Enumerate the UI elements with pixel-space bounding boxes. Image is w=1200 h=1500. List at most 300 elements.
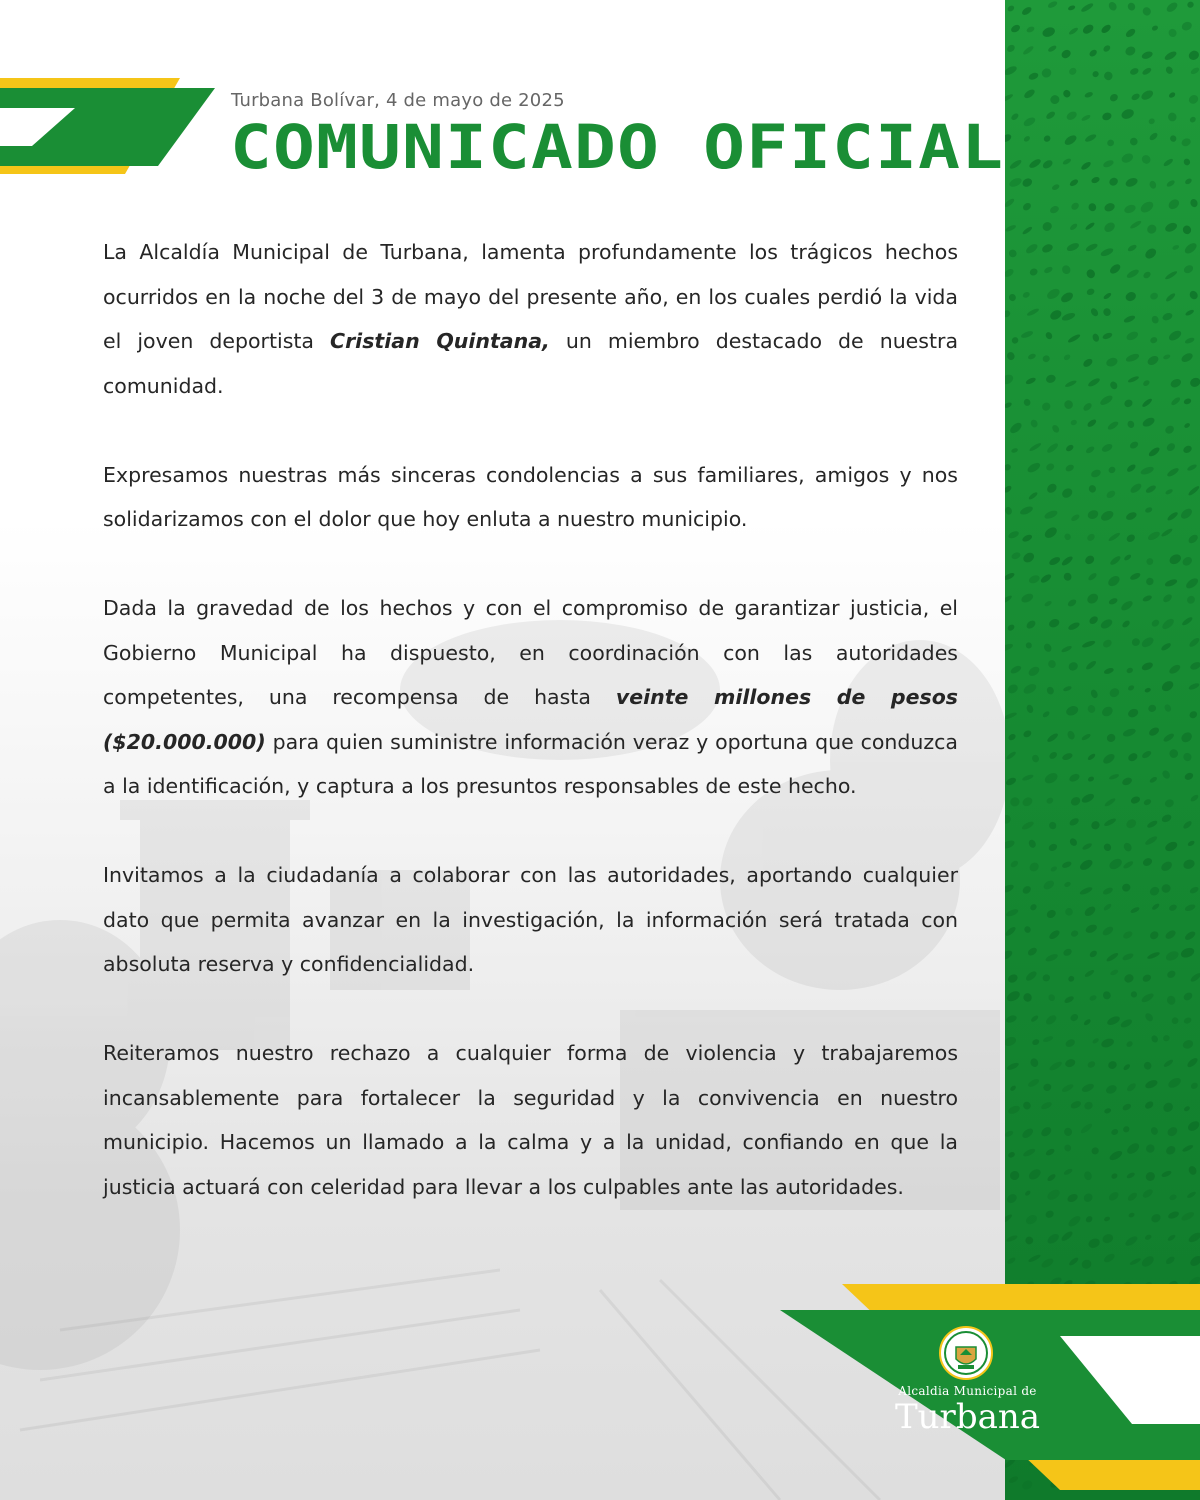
band-dot xyxy=(1108,597,1118,606)
statement-body xyxy=(103,230,958,1254)
band-dot xyxy=(1046,1188,1062,1202)
band-dot xyxy=(1101,442,1114,453)
band-dot xyxy=(1010,859,1020,868)
band-dot xyxy=(1103,70,1114,82)
band-dot xyxy=(1145,576,1155,586)
band-dot xyxy=(1065,704,1080,717)
band-dot xyxy=(1160,527,1173,537)
band-dot xyxy=(1062,89,1072,99)
band-dot xyxy=(1028,158,1042,170)
band-dot xyxy=(1126,1082,1137,1093)
band-dot xyxy=(1068,1256,1080,1266)
band-dot xyxy=(1041,159,1054,171)
band-dot xyxy=(1028,491,1039,501)
band-dot xyxy=(1022,992,1034,1004)
band-dot xyxy=(1022,201,1033,211)
band-dot xyxy=(1141,1188,1154,1200)
band-dot xyxy=(1128,136,1139,147)
band-dot xyxy=(1006,351,1016,362)
page-title: COMUNICADO OFICIAL xyxy=(230,112,1005,183)
band-dot xyxy=(1069,1013,1079,1023)
band-dot xyxy=(1027,1078,1040,1089)
band-dot xyxy=(1103,202,1116,213)
band-dot xyxy=(1007,973,1019,985)
band-dot xyxy=(1087,572,1098,582)
band-dot xyxy=(1125,352,1140,363)
band-dot xyxy=(1007,4,1016,12)
band-dot xyxy=(1168,663,1182,675)
band-dot xyxy=(1179,507,1194,521)
band-dot xyxy=(1063,1127,1073,1137)
band-dot xyxy=(1021,6,1033,17)
band-dot xyxy=(1086,418,1097,428)
band-dot xyxy=(1051,183,1060,191)
band-dot xyxy=(1165,292,1176,303)
band-dot xyxy=(1066,241,1080,252)
band-dot xyxy=(1144,1079,1158,1090)
band-dot xyxy=(1084,91,1094,99)
band-dot xyxy=(1065,110,1078,122)
band-dot xyxy=(1045,908,1057,919)
band-dot xyxy=(1102,332,1113,341)
band-dot xyxy=(1185,594,1196,605)
band-dot xyxy=(1084,554,1096,566)
band-dot xyxy=(1160,642,1172,652)
band-dot xyxy=(1142,1060,1152,1071)
band-dot xyxy=(1029,442,1043,452)
band-dot xyxy=(1163,353,1172,360)
band-dot xyxy=(1182,1039,1195,1050)
band-dot xyxy=(1130,906,1141,914)
band-dot xyxy=(1005,64,1018,76)
band-dot xyxy=(1046,1232,1061,1245)
band-dot xyxy=(1080,1258,1092,1270)
band-dot xyxy=(1182,264,1194,275)
band-dot xyxy=(1127,244,1138,253)
band-dot xyxy=(1011,336,1020,345)
band-dot xyxy=(1042,1083,1052,1092)
band-dot xyxy=(1101,925,1115,937)
band-dot xyxy=(1127,707,1140,719)
band-dot xyxy=(1141,750,1152,760)
band-dot xyxy=(1189,116,1197,124)
band-dot xyxy=(1027,353,1036,361)
band-dot xyxy=(1099,509,1115,523)
band-dot xyxy=(1168,91,1176,99)
band-dot xyxy=(1091,333,1100,343)
band-dot xyxy=(1164,929,1177,941)
band-dot xyxy=(1179,946,1195,959)
band-dot xyxy=(1008,421,1023,435)
band-dot xyxy=(1102,44,1111,53)
band-dot xyxy=(1108,176,1119,187)
band-dot xyxy=(1121,882,1132,892)
band-dot xyxy=(1160,860,1174,873)
band-dot xyxy=(1005,1130,1014,1138)
band-dot xyxy=(1186,1056,1199,1068)
band-dot xyxy=(1081,733,1092,742)
band-dot xyxy=(1184,337,1195,345)
paragraph-3-end: para quien suministre información veraz y oportuna que conduzca a la identificación, y captura a los presuntos responsables de este hecho. xyxy=(103,729,958,798)
band-dot xyxy=(1059,290,1074,304)
band-dot xyxy=(1108,262,1122,275)
band-dot xyxy=(1005,1192,1018,1205)
band-dot xyxy=(1087,1060,1097,1069)
band-dot xyxy=(1126,268,1140,280)
band-dot xyxy=(1182,751,1193,762)
band-dot xyxy=(1070,513,1080,522)
band-dot xyxy=(1141,66,1152,76)
band-dot xyxy=(1011,447,1019,453)
paragraph-3-start: Dada la gravedad de los hechos y con el compromiso de garantizar justicia, el Gobierno Municipal ha dispuesto, en coordinación con las autoridades competentes, una recompensa de hasta xyxy=(103,596,958,709)
band-dot xyxy=(1149,336,1158,344)
band-dot xyxy=(1183,1105,1191,1112)
band-dot xyxy=(1110,1172,1118,1179)
band-dot xyxy=(1063,133,1078,146)
band-dot xyxy=(1042,879,1056,891)
band-dot xyxy=(1188,636,1200,648)
band-dot xyxy=(1189,198,1199,208)
band-dot xyxy=(1021,177,1034,189)
band-dot xyxy=(1081,842,1092,851)
band-dot xyxy=(1046,442,1060,454)
band-dot xyxy=(1085,242,1099,252)
band-dot xyxy=(1143,246,1158,260)
band-dot xyxy=(1047,843,1058,853)
band-dot xyxy=(1107,1190,1120,1202)
band-dot xyxy=(1048,751,1058,761)
band-dot xyxy=(1123,314,1136,324)
band-dot xyxy=(1086,532,1096,542)
band-dot xyxy=(1028,1253,1042,1263)
band-dot xyxy=(1170,396,1181,406)
band-dot xyxy=(1060,486,1074,499)
band-dot xyxy=(1085,592,1099,606)
band-dot xyxy=(1045,110,1056,120)
band-dot xyxy=(1007,1151,1015,1159)
band-dot xyxy=(1103,667,1114,675)
band-dot xyxy=(1101,111,1112,121)
band-dot xyxy=(1005,908,1019,918)
band-dot xyxy=(1188,289,1199,301)
band-dot xyxy=(1141,397,1153,408)
band-dot xyxy=(1087,753,1096,762)
band-dot xyxy=(1064,463,1075,472)
band-dot xyxy=(1083,1018,1092,1026)
band-dot xyxy=(1123,973,1135,984)
band-dot xyxy=(1147,446,1160,458)
band-dot xyxy=(1160,679,1175,693)
band-dot xyxy=(1186,463,1197,472)
band-dot xyxy=(1144,687,1151,693)
band-dot xyxy=(1005,594,1013,604)
band-dot xyxy=(1063,995,1074,1004)
band-dot xyxy=(1005,93,1014,103)
band-dot xyxy=(1005,133,1013,144)
band-dot xyxy=(1043,134,1052,143)
band-dot xyxy=(1047,659,1057,670)
band-dot xyxy=(1125,330,1139,342)
band-dot xyxy=(1021,820,1035,831)
band-dot xyxy=(1085,1215,1094,1224)
band-dot xyxy=(1006,683,1019,695)
band-dot xyxy=(1061,1083,1075,1094)
band-dot xyxy=(1140,89,1155,102)
band-dot xyxy=(1126,1172,1136,1180)
band-dot xyxy=(1181,616,1193,627)
band-dot xyxy=(1122,860,1134,870)
band-dot xyxy=(1005,401,1013,409)
band-dot xyxy=(1169,1193,1178,1201)
band-dot xyxy=(1084,221,1095,230)
band-dot xyxy=(1165,442,1176,453)
band-dot xyxy=(1025,242,1040,255)
band-dot xyxy=(1107,1,1118,12)
band-dot xyxy=(1005,572,1015,582)
band-dot xyxy=(1005,1014,1018,1024)
paragraph-1-start: La Alcaldía Municipal de Turbana, lamenta profundamente los trágicos hechos ocurridos en la noche del 3 de mayo del presente año, en los cuales perdió la vida el joven deportista xyxy=(103,240,958,353)
band-dot xyxy=(1128,1212,1135,1218)
band-dot xyxy=(1150,618,1160,628)
band-dot xyxy=(1005,224,1017,233)
band-dot xyxy=(1005,485,1013,494)
band-dot xyxy=(1022,1100,1033,1111)
band-dot xyxy=(1182,444,1193,454)
band-dot xyxy=(1190,794,1200,803)
band-dot xyxy=(1061,752,1073,762)
band-dot xyxy=(1130,92,1140,101)
band-dot xyxy=(1167,27,1178,38)
band-dot xyxy=(1162,1101,1175,1114)
band-dot xyxy=(1042,354,1051,363)
band-dot xyxy=(1124,176,1139,188)
band-dot xyxy=(1100,247,1115,258)
band-dot xyxy=(1086,509,1099,521)
band-dot xyxy=(1020,592,1035,604)
band-dot xyxy=(1184,903,1196,912)
band-dot xyxy=(1180,351,1194,363)
band-dot xyxy=(1007,623,1016,632)
band-dot xyxy=(1060,1230,1074,1243)
band-dot xyxy=(1120,152,1134,165)
band-dot xyxy=(1170,1016,1179,1025)
band-dot xyxy=(1043,771,1059,785)
band-dot xyxy=(1040,1257,1055,1270)
band-dot xyxy=(1124,1235,1139,1248)
band-dot xyxy=(1183,241,1199,256)
band-dot xyxy=(1183,158,1192,167)
band-dot xyxy=(1084,969,1095,978)
paragraph-1 xyxy=(103,230,958,408)
band-dot xyxy=(1183,398,1192,406)
band-dot xyxy=(1143,798,1152,806)
band-dot xyxy=(1187,840,1195,847)
band-dot xyxy=(1165,65,1175,75)
band-dot xyxy=(1019,505,1034,516)
band-dot xyxy=(1126,1,1136,12)
band-dot xyxy=(1046,797,1055,805)
band-dot xyxy=(1126,667,1134,674)
band-dot xyxy=(1069,222,1078,231)
band-dot xyxy=(1180,137,1192,148)
band-dot xyxy=(1186,1119,1200,1133)
band-dot xyxy=(1006,43,1016,53)
band-dot xyxy=(1005,373,1015,386)
band-dot xyxy=(1025,376,1037,385)
band-dot xyxy=(1070,201,1080,211)
band-dot xyxy=(1083,1170,1093,1181)
band-dot xyxy=(1139,199,1155,214)
band-dot xyxy=(1148,885,1160,897)
footer-org-big: Turbana xyxy=(894,1397,1041,1437)
band-dot xyxy=(1064,881,1072,888)
band-dot xyxy=(1163,50,1177,62)
band-dot xyxy=(1026,25,1036,33)
band-dot xyxy=(1188,682,1200,691)
band-dot xyxy=(1185,309,1195,317)
band-dot xyxy=(1144,1171,1156,1183)
band-dot xyxy=(1167,197,1181,211)
band-dot xyxy=(1042,973,1052,982)
band-dot xyxy=(1046,732,1059,743)
band-dot xyxy=(1064,379,1077,388)
band-dot xyxy=(1102,842,1112,852)
band-dot xyxy=(1108,773,1119,781)
band-dot xyxy=(1067,1214,1082,1228)
band-dot xyxy=(1080,161,1092,172)
band-dot xyxy=(1028,574,1041,585)
band-dot xyxy=(1010,23,1021,33)
paragraph-3 xyxy=(103,586,958,809)
band-dot xyxy=(1163,703,1172,713)
reward-amount: veinte millones de pesos ($20.000.000) xyxy=(103,685,958,754)
band-dot xyxy=(1165,1255,1176,1265)
band-dot xyxy=(1084,923,1098,934)
band-dot xyxy=(1051,424,1061,434)
band-dot xyxy=(1144,1100,1155,1110)
band-dot xyxy=(1063,1168,1073,1176)
band-dot xyxy=(1122,1125,1131,1134)
band-dot xyxy=(1027,1167,1043,1182)
band-dot xyxy=(1162,158,1174,168)
band-dot xyxy=(1005,926,1017,938)
band-dot xyxy=(1129,482,1143,495)
band-dot xyxy=(1068,27,1079,36)
band-dot xyxy=(1023,135,1031,143)
band-dot xyxy=(1045,1147,1056,1156)
band-dot xyxy=(1065,444,1075,453)
band-dot xyxy=(1130,637,1141,648)
band-dot xyxy=(1009,159,1023,171)
band-dot xyxy=(1164,424,1176,435)
band-dot xyxy=(1167,1234,1176,1242)
band-dot xyxy=(1083,905,1097,918)
band-dot xyxy=(1070,419,1078,426)
band-dot xyxy=(1085,268,1097,280)
band-dot xyxy=(1028,861,1041,873)
band-dot xyxy=(1045,287,1061,301)
band-dot xyxy=(1070,1100,1083,1110)
band-dot xyxy=(1190,1081,1199,1090)
band-dot xyxy=(1144,835,1158,847)
band-dot xyxy=(1048,820,1058,830)
band-dot xyxy=(1063,685,1073,692)
band-dot xyxy=(1167,329,1183,343)
band-dot xyxy=(1129,572,1141,582)
band-dot xyxy=(1163,1058,1174,1068)
header-stripes-decoration xyxy=(0,74,230,184)
band-dot xyxy=(1025,619,1037,630)
band-dot xyxy=(1179,730,1193,744)
band-dot xyxy=(1121,619,1131,628)
band-dot xyxy=(1147,704,1157,713)
band-dot xyxy=(1161,312,1173,322)
band-dot xyxy=(1048,929,1061,941)
band-dot xyxy=(1183,422,1190,429)
band-dot xyxy=(1150,1034,1159,1043)
band-dot xyxy=(1183,1016,1192,1024)
band-dot xyxy=(1005,813,1012,825)
band-dot xyxy=(1087,1237,1101,1250)
band-dot xyxy=(1180,20,1193,32)
band-dot xyxy=(1182,858,1196,870)
band-dot xyxy=(1046,1173,1056,1183)
band-dot xyxy=(1142,594,1153,602)
band-dot xyxy=(1005,883,1015,894)
band-dot xyxy=(1109,555,1122,567)
band-dot xyxy=(1164,798,1175,808)
band-dot xyxy=(1091,70,1100,79)
band-dot xyxy=(1110,1128,1119,1136)
band-dot xyxy=(1140,153,1152,165)
band-dot xyxy=(1125,533,1136,544)
band-dot xyxy=(1046,686,1056,696)
band-dot xyxy=(1103,817,1117,827)
band-dot xyxy=(1086,288,1096,297)
band-dot xyxy=(1006,1061,1020,1071)
band-dot xyxy=(1024,1235,1034,1245)
band-dot xyxy=(1009,664,1022,675)
band-dot xyxy=(1048,556,1061,567)
band-dot xyxy=(1043,525,1059,540)
band-dot xyxy=(1069,178,1079,187)
band-dot xyxy=(1125,511,1138,522)
band-dot xyxy=(1103,221,1117,234)
band-dot xyxy=(1102,638,1114,649)
band-dot xyxy=(1089,949,1099,958)
band-dot xyxy=(1005,776,1017,787)
band-dot xyxy=(1005,1035,1017,1047)
band-dot xyxy=(1122,841,1133,852)
band-dot xyxy=(1082,402,1093,413)
band-dot xyxy=(1005,309,1012,319)
band-dot xyxy=(1068,817,1080,827)
band-dot xyxy=(1031,1038,1040,1046)
band-dot xyxy=(1029,903,1038,912)
band-dot xyxy=(1044,331,1053,341)
band-dot xyxy=(1184,576,1199,590)
band-dot xyxy=(1145,1143,1157,1155)
band-dot xyxy=(1005,839,1016,850)
band-dot xyxy=(1084,133,1097,143)
band-dot xyxy=(1068,837,1078,847)
band-dot xyxy=(1021,533,1033,543)
band-dot xyxy=(1161,617,1176,631)
band-dot xyxy=(1140,465,1155,476)
band-dot xyxy=(1090,176,1100,185)
band-dot xyxy=(1079,1122,1093,1135)
band-dot xyxy=(1005,463,1012,471)
